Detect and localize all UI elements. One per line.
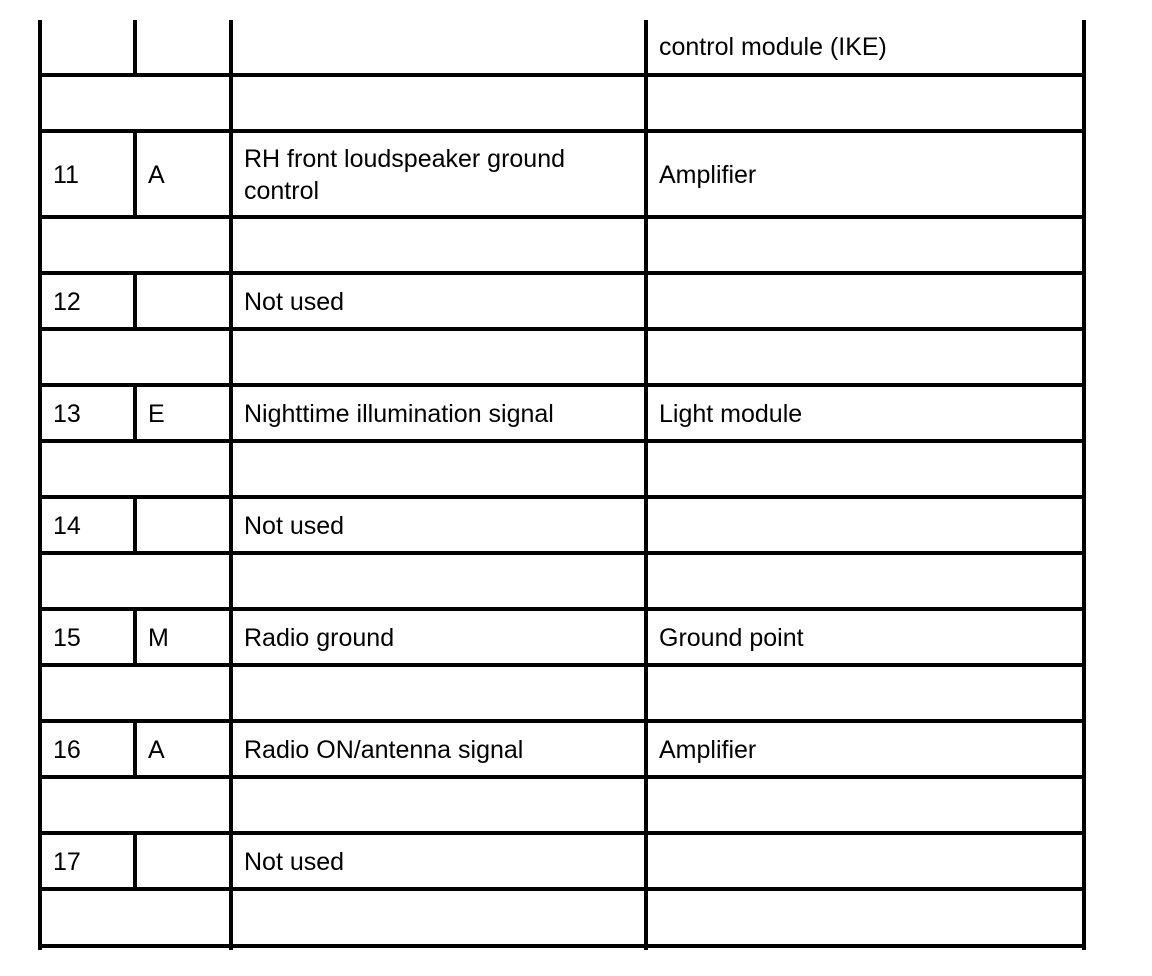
column-divider-type bbox=[133, 20, 137, 77]
pin-cell: 16 bbox=[53, 736, 81, 764]
pin-cell: 14 bbox=[53, 512, 81, 540]
pin-cell: 17 bbox=[53, 848, 81, 876]
row-border bbox=[38, 439, 1086, 443]
row-border bbox=[38, 215, 1086, 219]
row-border bbox=[38, 663, 1086, 667]
row-border bbox=[38, 831, 1086, 835]
type-cell: E bbox=[148, 400, 165, 428]
table-right-border bbox=[1082, 20, 1086, 950]
component-cell: Ground point bbox=[659, 624, 804, 652]
row-border bbox=[38, 271, 1086, 275]
row-border bbox=[38, 887, 1086, 891]
column-divider-type bbox=[133, 132, 137, 218]
type-cell: A bbox=[148, 736, 165, 764]
table-bottom-border bbox=[38, 944, 1086, 948]
row-border bbox=[38, 129, 1086, 133]
row-border bbox=[38, 327, 1086, 331]
pin-cell: 11 bbox=[53, 161, 79, 189]
column-divider-type bbox=[133, 609, 137, 667]
column-divider-component bbox=[644, 20, 648, 950]
description-cell: Not used bbox=[244, 848, 345, 876]
column-divider-type bbox=[133, 497, 137, 555]
pin-cell: 12 bbox=[53, 288, 81, 316]
component-cell: Light module bbox=[659, 400, 803, 428]
component-cell: control module (IKE) bbox=[659, 33, 887, 61]
row-border bbox=[38, 551, 1086, 555]
column-divider-type bbox=[133, 385, 137, 443]
row-border bbox=[38, 383, 1086, 387]
component-cell: Amplifier bbox=[659, 161, 757, 189]
description-cell: RH front loudspeaker ground control bbox=[244, 145, 566, 205]
description-cell: Radio ground bbox=[244, 624, 395, 652]
description-cell: Radio ON/antenna signal bbox=[244, 736, 524, 764]
description-cell: Nighttime illumination signal bbox=[244, 400, 554, 428]
row-border bbox=[38, 607, 1086, 611]
column-divider-type bbox=[133, 273, 137, 331]
description-cell: Not used bbox=[244, 512, 345, 540]
pin-cell: 13 bbox=[53, 400, 81, 428]
table-left-border bbox=[38, 20, 42, 950]
pin-cell: 15 bbox=[53, 624, 81, 652]
description-cell: Not used bbox=[244, 288, 345, 316]
column-divider-type bbox=[133, 721, 137, 779]
component-cell: Amplifier bbox=[659, 736, 757, 764]
type-cell: M bbox=[148, 624, 169, 652]
column-divider-type bbox=[133, 833, 137, 891]
type-cell: A bbox=[148, 161, 165, 189]
row-border bbox=[38, 775, 1086, 779]
row-border bbox=[38, 495, 1086, 499]
row-border bbox=[38, 73, 1086, 77]
column-divider-description bbox=[229, 20, 233, 950]
row-border bbox=[38, 719, 1086, 723]
